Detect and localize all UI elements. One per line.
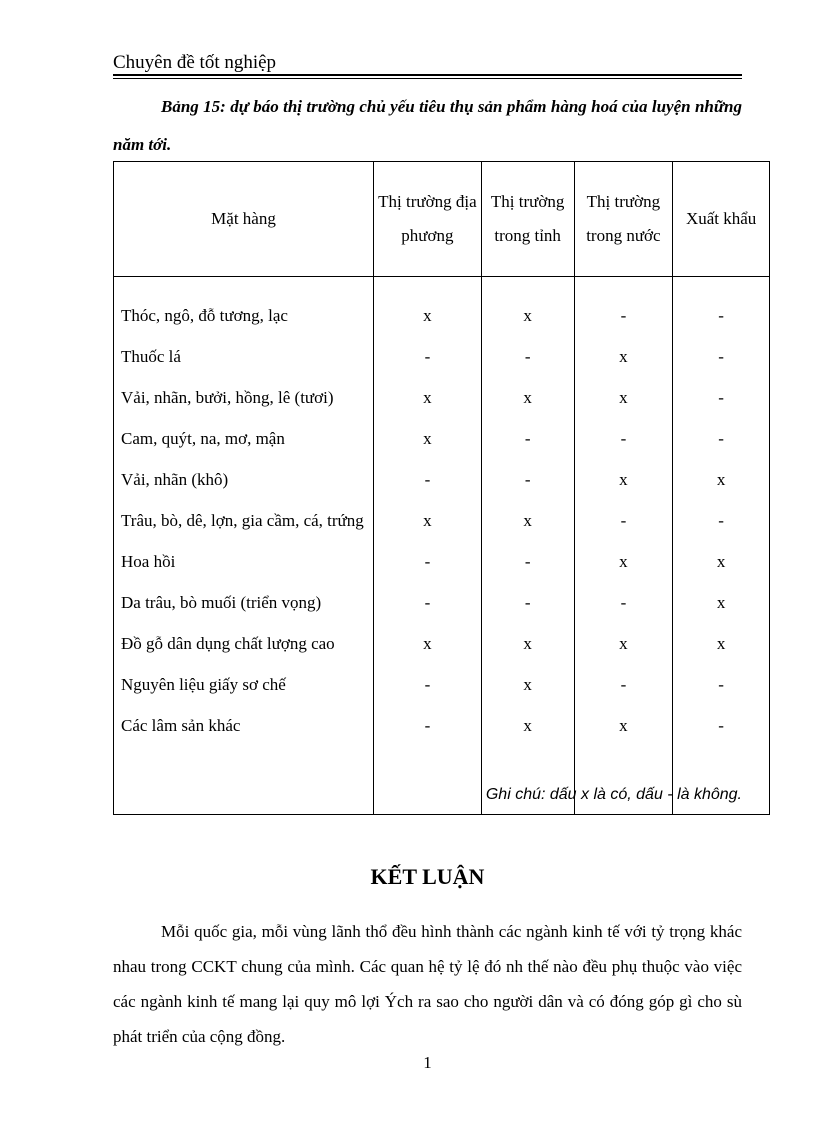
cell-province: - [481,459,574,500]
cell-export: - [673,377,770,418]
row-item: Thuốc lá [114,336,374,377]
header-rule-thin [113,78,742,79]
cell-local: x [374,500,482,541]
row-item: Các lâm sản khác [114,705,374,746]
conclusion-paragraph: Mỗi quốc gia, mỗi vùng lãnh thổ đều hình thành các ngành kinh tế với tỷ trọng khác nhau trong CCKT chung của mình. Các quan hệ tỷ lệ đó nh thế nào đều phụ thuộc vào việc các ngành kinh tế mang lại quy mô lợi Ých ra sao cho người dân và có đóng góp gì cho sù phát triển của cộng đồng. [113,922,742,1046]
table-row [114,459,770,500]
cell-local: - [374,459,482,500]
cell-province: x [481,664,574,705]
cell-domestic: x [574,377,673,418]
table-row [114,336,770,377]
empty-cell [673,746,770,815]
cell-local: x [374,418,482,459]
cell-local: x [374,623,482,664]
cell-domestic: - [574,418,673,459]
table-row [114,377,770,418]
table-row [114,623,770,664]
cell-domestic: - [574,500,673,541]
cell-export: x [673,541,770,582]
cell-export: - [673,336,770,377]
cell-province: - [481,336,574,377]
table-row [114,500,770,541]
cell-province: x [481,277,574,337]
table-header-row [114,162,770,277]
cell-local: - [374,541,482,582]
cell-export: x [673,582,770,623]
cell-domestic: x [574,541,673,582]
market-table [113,161,770,815]
cell-domestic: x [574,336,673,377]
header-domestic: Thị trường trong nước [574,162,673,277]
table-row [114,582,770,623]
row-item: Đồ gỗ dân dụng chất lượng cao [114,623,374,664]
cell-province: x [481,623,574,664]
header-item: Mặt hàng [114,162,374,277]
row-item: Vải, nhãn (khô) [114,459,374,500]
page-number: 1 [423,1053,432,1072]
table-row [114,705,770,746]
cell-domestic: - [574,664,673,705]
cell-local: x [374,277,482,337]
cell-local: - [374,336,482,377]
cell-local: - [374,582,482,623]
table-row-empty [114,746,770,815]
table-note: Ghi chú: dấu x là có, dấu - là không. [485,786,742,803]
cell-domestic: x [574,459,673,500]
row-item: Da trâu, bò muối (triển vọng) [114,582,374,623]
row-item: Vải, nhãn, bưởi, hồng, lê (tươi) [114,377,374,418]
cell-export: x [673,623,770,664]
cell-export: - [673,705,770,746]
cell-local: - [374,705,482,746]
row-item: Trâu, bò, dê, lợn, gia cầm, cá, trứng [114,500,374,541]
cell-province: - [481,418,574,459]
cell-export: x [673,459,770,500]
cell-export: - [673,418,770,459]
empty-cell [114,746,374,815]
conclusion-title: KẾT LUẬN [370,864,485,889]
cell-domestic: x [574,623,673,664]
cell-province: - [481,582,574,623]
cell-domestic: - [574,277,673,337]
cell-domestic: x [574,705,673,746]
header-local: Thị trường địa phương [374,162,482,277]
empty-cell [374,746,482,815]
empty-cell [574,746,673,815]
table-row [114,277,770,337]
header-title: Chuyên đề tốt nghiệp [113,52,277,73]
cell-export: - [673,500,770,541]
header-export: Xuất khẩu [673,162,770,277]
table-row [114,541,770,582]
row-item: Thóc, ngô, đỗ tương, lạc [114,277,374,337]
cell-local: x [374,377,482,418]
header-rule-thick [113,74,742,76]
cell-export: - [673,664,770,705]
cell-province: - [481,541,574,582]
header-province: Thị trường trong tỉnh [481,162,574,277]
cell-local: - [374,664,482,705]
cell-province: x [481,500,574,541]
empty-cell [481,746,574,815]
row-item: Cam, quýt, na, mơ, mận [114,418,374,459]
table-row [114,418,770,459]
cell-province: x [481,705,574,746]
row-item: Nguyên liệu giấy sơ chế [114,664,374,705]
cell-export: - [673,277,770,337]
cell-province: x [481,377,574,418]
table-row [114,664,770,705]
cell-domestic: - [574,582,673,623]
table-caption: Bảng 15: dự báo thị trường chủ yếu tiêu thụ sản phẩm hàng hoá của luyện những năm tới. [113,97,742,154]
row-item: Hoa hồi [114,541,374,582]
